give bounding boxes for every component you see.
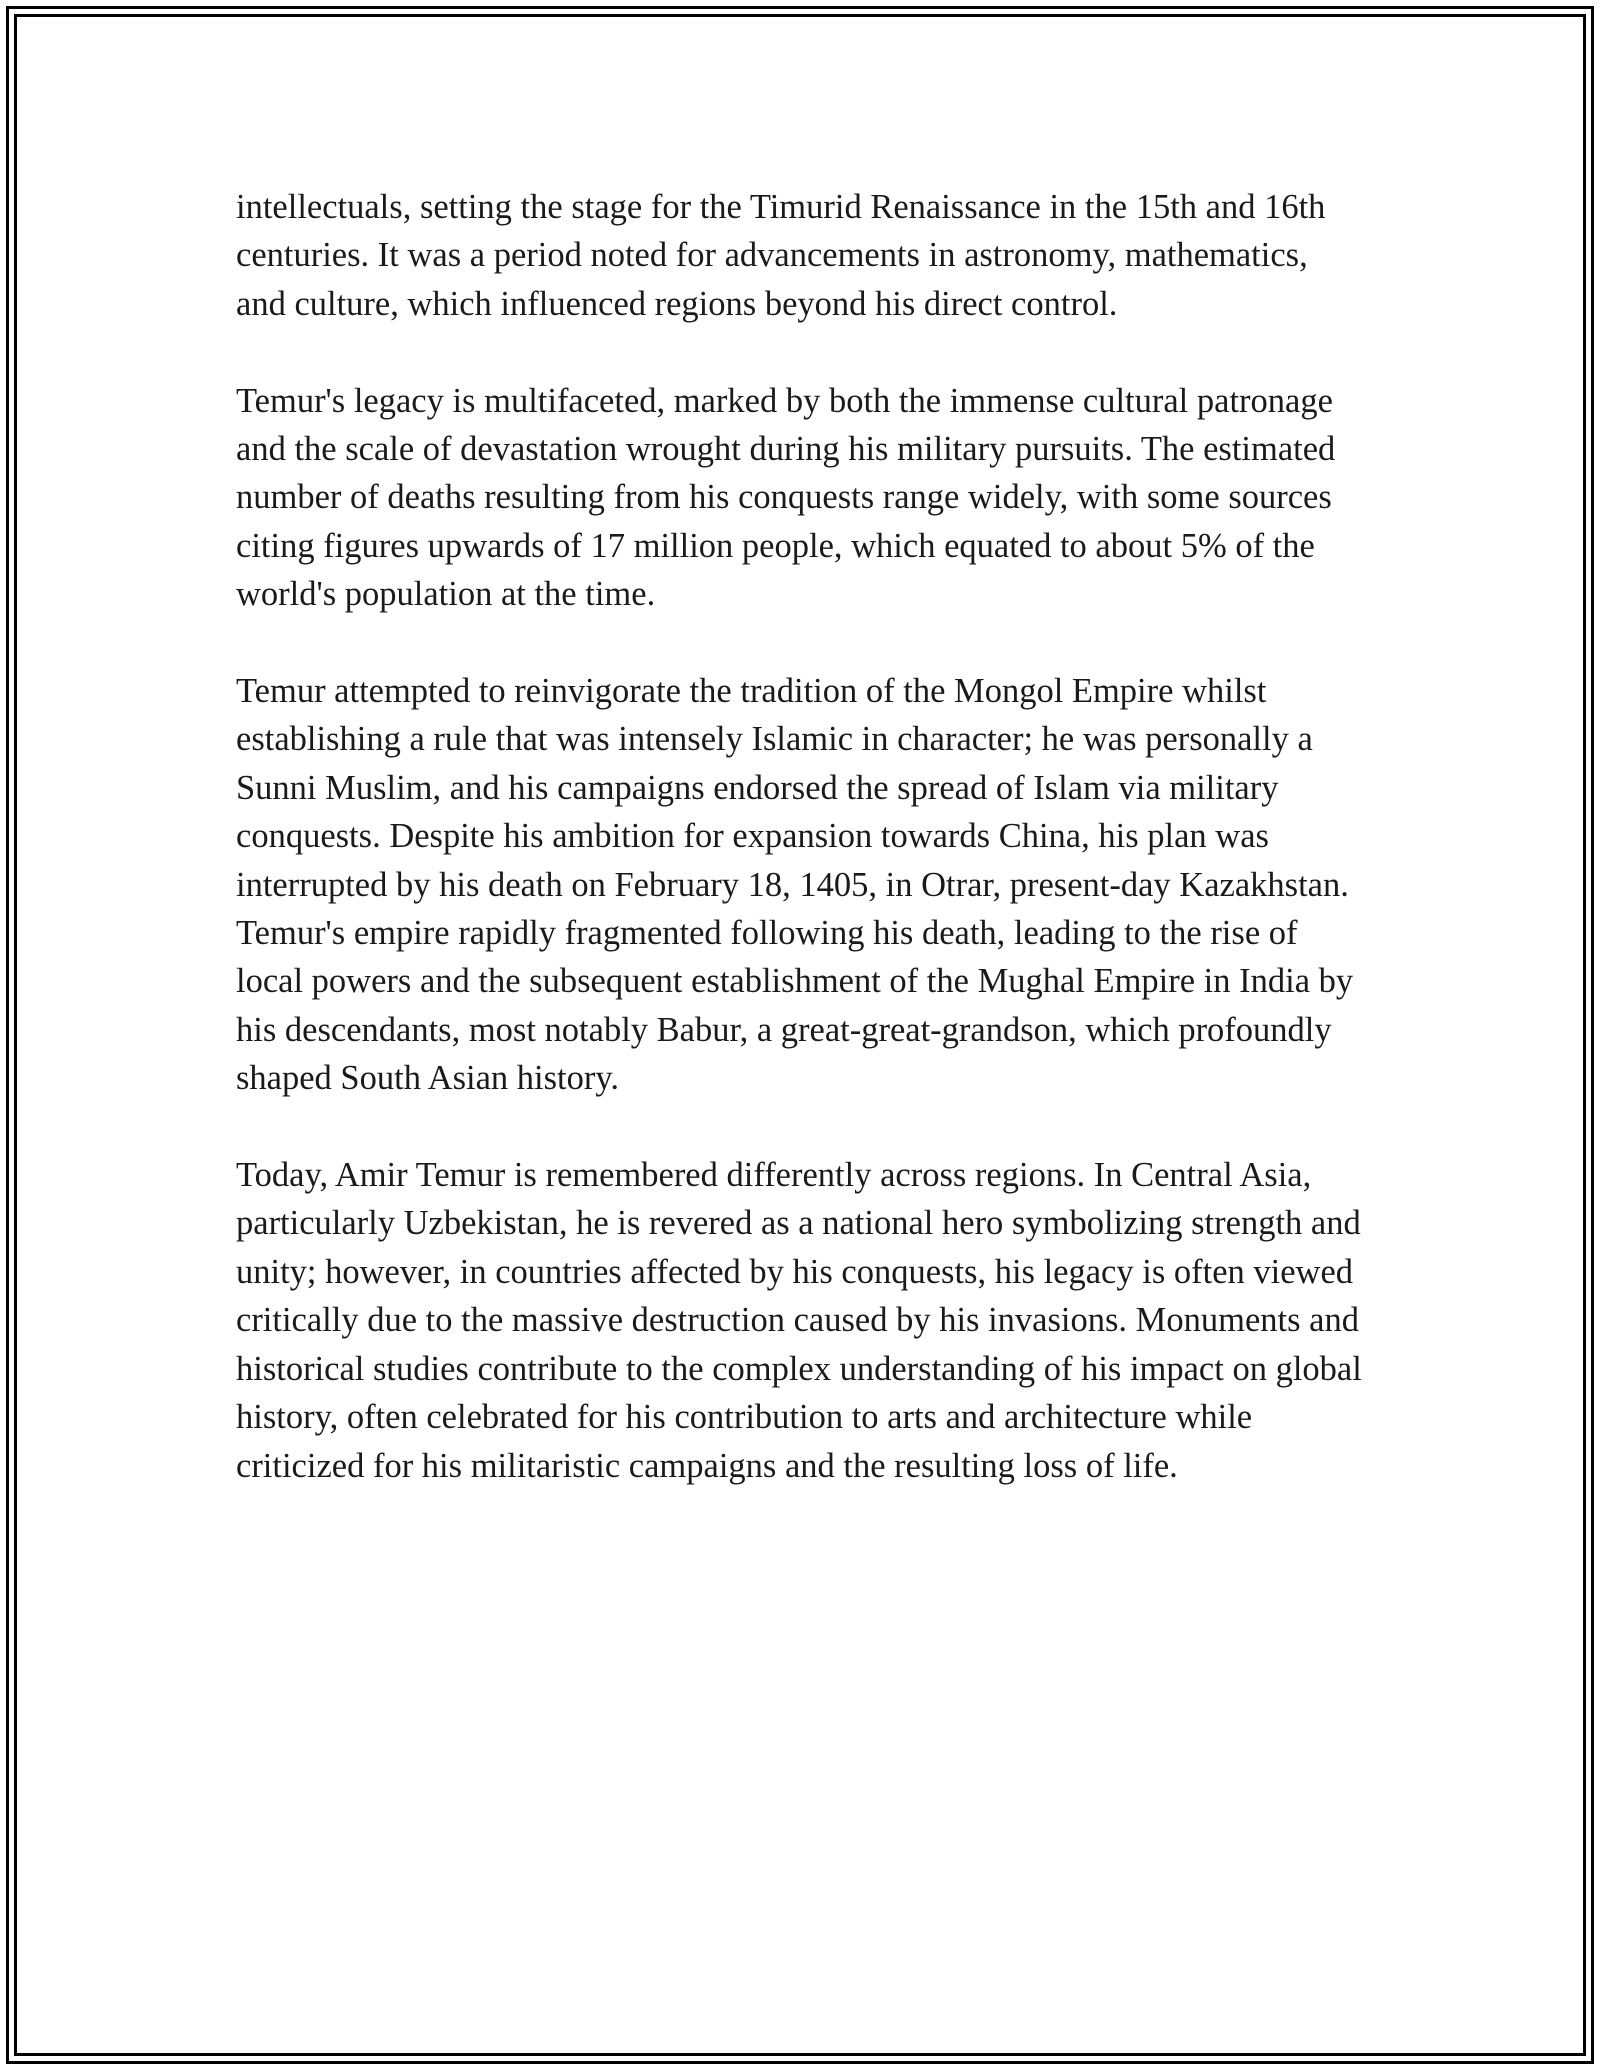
paragraph-mongol-tradition: Temur attempted to reinvigorate the tradition of the Mongol Empire whilst establishing a rule that was intensely Islamic in character; he was personally a Sunni Muslim, and his campaigns endorsed the spread of Islam via military conquests. Despite his ambition for expansion towards China, his plan was interrupted by his death on February 18, 1405, in Otrar, present-day Kazakhstan. Temur's empire rapidly fragmented following his death, leading to the rise of local powers and the subsequent establishment of the Mughal Empire in India by his descendants, most notably Babur, a great-great-grandson, which profoundly shaped South Asian history. [236, 672, 1354, 1098]
paragraph-remembrance: Today, Amir Temur is remembered differently across regions. In Central Asia, particularly Uzbekistan, he is revered as a national hero symbolizing strength and unity; however, in countries affected by his conquests, his legacy is often viewed critically due to the massive destruction caused by his invasions. Monuments and historical studies contribute to the complex understanding of his impact on global history, often celebrated for his contribution to arts and architecture while criticized for his militaristic campaigns and the resulting loss of life. [236, 1156, 1362, 1485]
paragraph-timurid-renaissance: intellectuals, setting the stage for the Timurid Renaissance in the 15th and 16th centuries. It was a period noted for advancements in astronomy, mathematics, and culture, which influenced regions beyond his direct control. [236, 188, 1326, 323]
document-body [236, 183, 1366, 1538]
paragraph-legacy: Temur's legacy is multifaceted, marked by both the immense cultural patronage and the scale of devastation wrought during his military pursuits. The estimated number of deaths resulting from his conquests range widely, with some sources citing figures upwards of 17 million people, which equated to about 5% of the world's population at the time. [236, 381, 1336, 614]
